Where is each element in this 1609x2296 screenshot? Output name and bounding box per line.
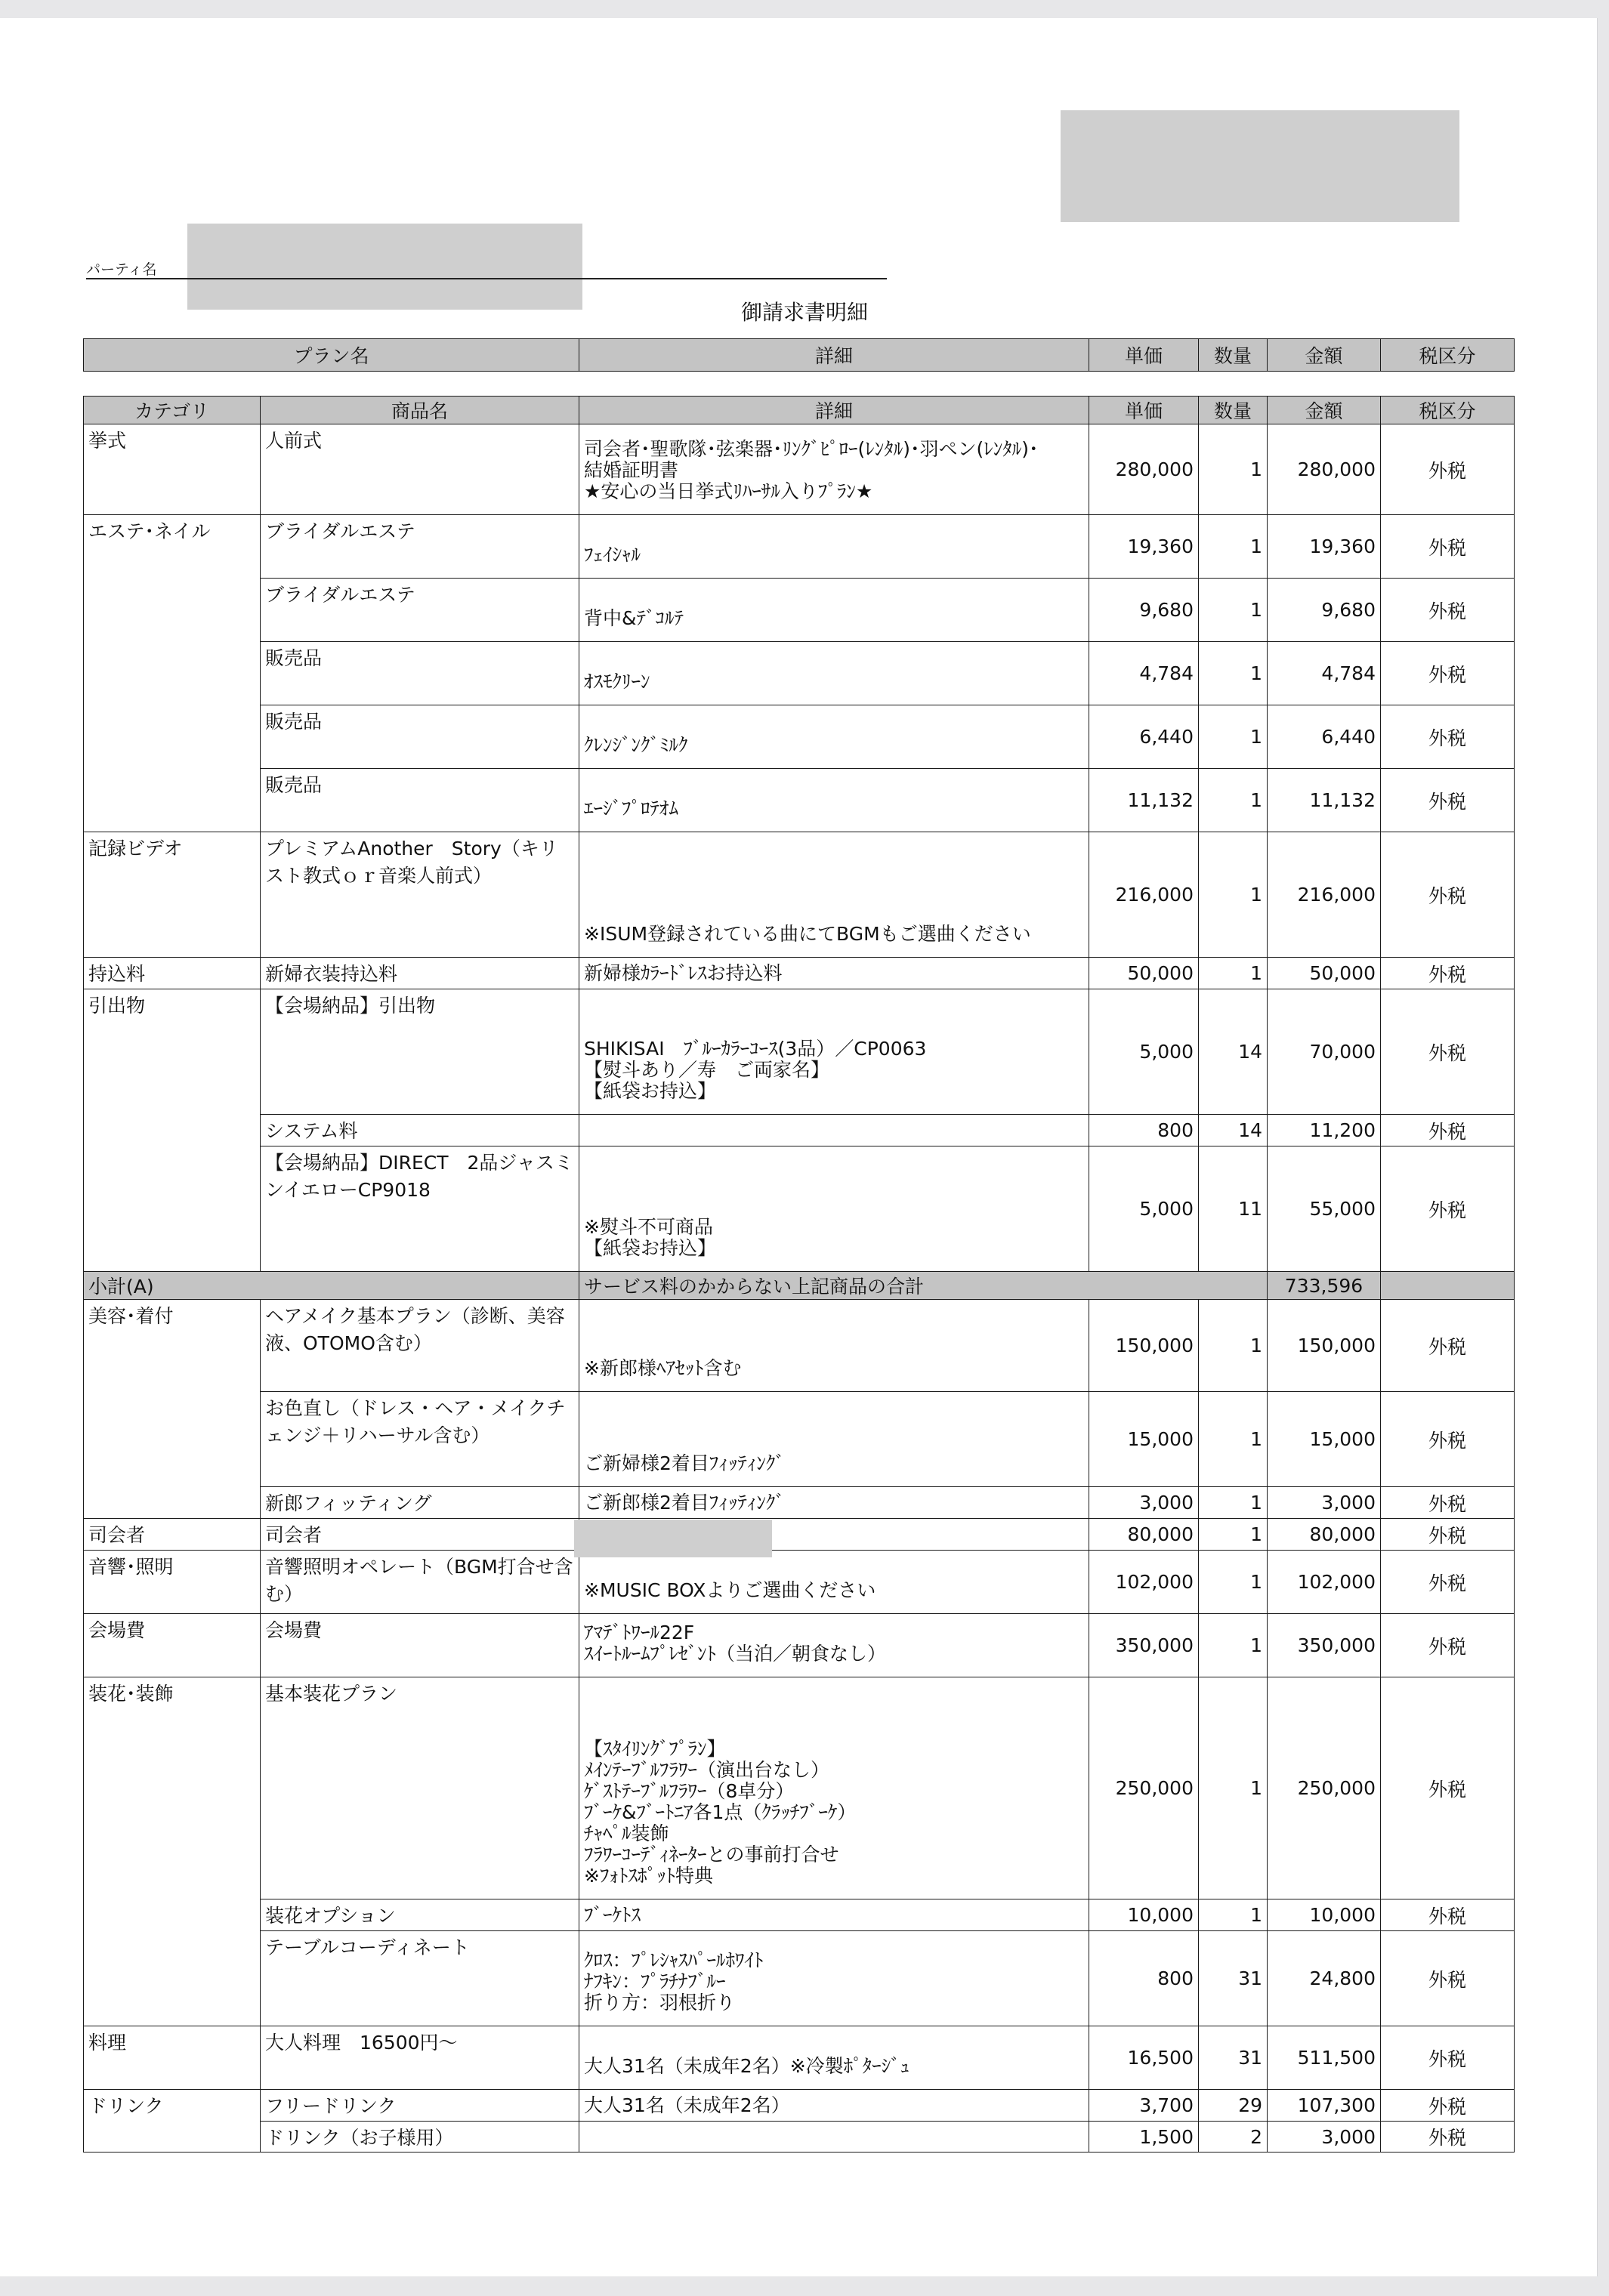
table-row [84, 2026, 1515, 2090]
amount-cell: 280,000 [1268, 424, 1381, 515]
amount-cell: 4,784 [1268, 642, 1381, 705]
party-name-underline [86, 278, 887, 279]
quantity-cell: 2 [1199, 2122, 1268, 2152]
detail-line: ﾌﾞｰｹﾄｽ [584, 1903, 641, 1926]
quantity-cell: 1 [1199, 958, 1268, 989]
tax-type-cell: 外税 [1381, 958, 1515, 989]
detail-line: ﾌﾞｰｹ&ﾌﾞｰﾄﾆｱ各1点（ｸﾗｯﾁﾌﾞｰｹ） [584, 1801, 857, 1823]
item-name-cell: ブライダルエステ [261, 579, 579, 642]
item-name-cell: 人前式 [261, 424, 579, 515]
tax-type-cell: 外税 [1381, 1614, 1515, 1677]
category-cell [84, 1115, 261, 1146]
table-row [84, 579, 1515, 642]
amount-cell: 50,000 [1268, 958, 1381, 989]
item-name-cell: 販売品 [261, 705, 579, 769]
category-cell: 会場費 [84, 1614, 261, 1677]
unit-price-cell: 11,132 [1089, 769, 1199, 832]
unit-price-cell: 10,000 [1089, 1899, 1199, 1931]
category-cell: 音響･照明 [84, 1551, 261, 1614]
table-row [84, 515, 1515, 579]
quantity-cell: 1 [1199, 1551, 1268, 1614]
subtotal-amount: 733,596 [1268, 1272, 1381, 1300]
quantity-cell: 1 [1199, 1300, 1268, 1392]
detail-line: 【紙袋お持込】 [584, 1237, 717, 1259]
amount-cell: 55,000 [1268, 1146, 1381, 1272]
amount-cell: 216,000 [1268, 832, 1381, 958]
unit-price-cell: 3,000 [1089, 1487, 1199, 1519]
col-header-price: 単価 [1089, 397, 1199, 424]
redacted-mc-name [574, 1520, 772, 1557]
detail-line: 新婦様ｶﾗｰﾄﾞﾚｽお持込料 [584, 961, 783, 984]
subtotal-spacer [261, 1272, 579, 1300]
table-row [84, 1899, 1515, 1931]
subtotal-label: 小計(A) [84, 1272, 261, 1300]
category-cell: 引出物 [84, 989, 261, 1115]
tax-type-cell: 外税 [1381, 1300, 1515, 1392]
amount-cell: 3,000 [1268, 1487, 1381, 1519]
tax-type-cell: 外税 [1381, 705, 1515, 769]
detail-cell [579, 1931, 1089, 2026]
detail-cell [579, 1392, 1089, 1487]
amount-cell: 3,000 [1268, 2122, 1381, 2152]
table-row [84, 705, 1515, 769]
col-header-item: 商品名 [261, 397, 579, 424]
tax-type-cell: 外税 [1381, 424, 1515, 515]
quantity-cell: 1 [1199, 424, 1268, 515]
table-row [84, 1115, 1515, 1146]
detail-line: 【紙袋お持込】 [584, 1080, 717, 1102]
rows-before-subtotal [84, 424, 1515, 1272]
quantity-cell: 1 [1199, 1487, 1268, 1519]
detail-cell [579, 1115, 1089, 1146]
plan-header-name: プラン名 [84, 339, 579, 372]
tax-type-cell: 外税 [1381, 1551, 1515, 1614]
item-name-cell: ブライダルエステ [261, 515, 579, 579]
detail-line: ご新婦様2着目ﾌｨｯﾃｨﾝｸﾞ [584, 1452, 785, 1474]
detail-line: ご新郎様2着目ﾌｨｯﾃｨﾝｸﾞ [584, 1491, 785, 1514]
quantity-cell: 29 [1199, 2090, 1268, 2122]
quantity-cell: 1 [1199, 1392, 1268, 1487]
detail-line: ★安心の当日挙式ﾘﾊｰｻﾙ入りﾌﾟﾗﾝ★ [584, 480, 873, 502]
tax-type-cell: 外税 [1381, 579, 1515, 642]
detail-line: ﾅﾌｷﾝ：ﾌﾟﾗﾁﾅﾌﾞﾙｰ [584, 1970, 726, 1992]
category-cell [84, 642, 261, 705]
tax-type-cell: 外税 [1381, 769, 1515, 832]
tax-type-cell: 外税 [1381, 832, 1515, 958]
detail-line: ﾒｲﾝﾃｰﾌﾞﾙﾌﾗﾜｰ（演出台なし） [584, 1759, 830, 1781]
detail-line: ｸﾛｽ：ﾌﾟﾚｼｬｽﾊﾟｰﾙﾎﾜｲﾄ [584, 1949, 764, 1971]
unit-price-cell: 350,000 [1089, 1614, 1199, 1677]
item-name-cell: 装花オプション [261, 1899, 579, 1931]
plan-header-qty: 数量 [1199, 339, 1268, 372]
tax-type-cell: 外税 [1381, 642, 1515, 705]
table-row [84, 2090, 1515, 2122]
subtotal-spacer [1381, 1272, 1515, 1300]
detail-cell [579, 1487, 1089, 1519]
amount-cell: 10,000 [1268, 1899, 1381, 1931]
tax-type-cell: 外税 [1381, 2026, 1515, 2090]
unit-price-cell: 150,000 [1089, 1300, 1199, 1392]
detail-line: SHIKISAI ﾌﾞﾙｰｶﾗｰｺｰｽ(3品）／CP0063 [584, 1038, 927, 1060]
category-cell: 持込料 [84, 958, 261, 989]
detail-cell [579, 769, 1089, 832]
item-name-cell: 新郎フィッティング [261, 1487, 579, 1519]
category-cell [84, 2122, 261, 2152]
item-name-cell: テーブルコーディネート [261, 1931, 579, 2026]
item-name-cell: フリードリンク [261, 2090, 579, 2122]
detail-cell [579, 1677, 1089, 1899]
category-cell: 料理 [84, 2026, 261, 2090]
item-name-cell: ドリンク（お子様用） [261, 2122, 579, 2152]
unit-price-cell: 80,000 [1089, 1519, 1199, 1551]
unit-price-cell: 3,700 [1089, 2090, 1199, 2122]
detail-line: 司会者･聖歌隊･弦楽器･ﾘﾝｸﾞﾋﾟﾛｰ(ﾚﾝﾀﾙ)･羽ペン(ﾚﾝﾀﾙ)･ [584, 438, 1039, 460]
category-cell: 挙式 [84, 424, 261, 515]
category-cell: 装花･装飾 [84, 1677, 261, 1899]
category-cell: 美容･着付 [84, 1300, 261, 1392]
table-row [84, 1614, 1515, 1677]
detail-line: ※MUSIC BOXよりご選曲ください [584, 1579, 876, 1601]
tax-type-cell: 外税 [1381, 1931, 1515, 2026]
category-cell [84, 1899, 261, 1931]
unit-price-cell: 6,440 [1089, 705, 1199, 769]
amount-cell: 11,200 [1268, 1115, 1381, 1146]
tax-type-cell: 外税 [1381, 2122, 1515, 2152]
item-name-cell: 新婦衣装持込料 [261, 958, 579, 989]
category-cell [84, 1487, 261, 1519]
unit-price-cell: 800 [1089, 1115, 1199, 1146]
plan-header-detail: 詳細 [579, 339, 1089, 372]
tax-type-cell: 外税 [1381, 2090, 1515, 2122]
detail-cell [579, 1899, 1089, 1931]
unit-price-cell: 1,500 [1089, 2122, 1199, 2152]
quantity-cell: 31 [1199, 1931, 1268, 2026]
quantity-cell: 1 [1199, 769, 1268, 832]
amount-cell: 19,360 [1268, 515, 1381, 579]
table-row [84, 1931, 1515, 2026]
detail-line: ﾌﾗﾜｰｺｰﾃﾞｨﾈｰﾀｰとの事前打合せ [584, 1844, 839, 1866]
unit-price-cell: 16,500 [1089, 2026, 1199, 2090]
unit-price-cell: 280,000 [1089, 424, 1199, 515]
tax-type-cell: 外税 [1381, 1677, 1515, 1899]
category-cell [84, 705, 261, 769]
item-name-cell: プレミアムAnother Story（キリスト教式ｏｒ音楽人前式） [261, 832, 579, 958]
detail-cell [579, 579, 1089, 642]
amount-cell: 150,000 [1268, 1300, 1381, 1392]
detail-line: 背中&ﾃﾞｺﾙﾃ [584, 607, 684, 629]
category-cell: ドリンク [84, 2090, 261, 2122]
redacted-header-block [1061, 110, 1459, 222]
amount-cell: 511,500 [1268, 2026, 1381, 2090]
detail-line: ※ISUM登録されている曲にてBGMもご選曲ください [584, 923, 1031, 945]
item-name-cell: お色直し（ドレス・ヘア・メイクチェンジ＋リハーサル含む） [261, 1392, 579, 1487]
table-row [84, 769, 1515, 832]
category-cell [84, 769, 261, 832]
table-row [84, 1392, 1515, 1487]
unit-price-cell: 102,000 [1089, 1551, 1199, 1614]
detail-line: ｸﾚﾝｼﾞﾝｸﾞﾐﾙｸ [584, 734, 688, 756]
amount-cell: 250,000 [1268, 1677, 1381, 1899]
detail-line: 折り方：羽根折り [584, 1992, 736, 2014]
detail-line: 大人31名（未成年2名）※冷製ﾎﾟﾀｰｼﾞｭ [584, 2055, 910, 2077]
detail-line: ｴｰｼﾞﾌﾟﾛﾃｵﾑ [584, 798, 679, 819]
tax-type-cell: 外税 [1381, 1519, 1515, 1551]
amount-cell: 80,000 [1268, 1519, 1381, 1551]
detail-line: ※ﾌｫﾄｽﾎﾟｯﾄ特典 [584, 1865, 713, 1887]
unit-price-cell: 5,000 [1089, 1146, 1199, 1272]
table-row [84, 989, 1515, 1115]
unit-price-cell: 4,784 [1089, 642, 1199, 705]
document-title: 御請求書明細 [740, 300, 868, 325]
subtotal-spacer [1199, 1272, 1268, 1300]
col-header-category: カテゴリ [84, 397, 261, 424]
detail-cell [579, 958, 1089, 989]
quantity-cell: 1 [1199, 515, 1268, 579]
category-cell: 司会者 [84, 1519, 261, 1551]
detail-line: ｱﾏﾃﾞﾄﾜｰﾙ22F [584, 1622, 695, 1643]
unit-price-cell: 9,680 [1089, 579, 1199, 642]
detail-cell [579, 1551, 1089, 1614]
item-name-cell: 【会場納品】DIRECT 2品ジャスミンイエローCP9018 [261, 1146, 579, 1272]
table-row [84, 1677, 1515, 1899]
col-header-detail: 詳細 [579, 397, 1089, 424]
detail-line: ※新郎様ﾍｱｾｯﾄ含む [584, 1357, 742, 1379]
quantity-cell: 1 [1199, 579, 1268, 642]
quantity-cell: 1 [1199, 705, 1268, 769]
table-header-row [84, 397, 1515, 424]
tax-type-cell: 外税 [1381, 1392, 1515, 1487]
tax-type-cell: 外税 [1381, 1487, 1515, 1519]
unit-price-cell: 50,000 [1089, 958, 1199, 989]
table-row [84, 1551, 1515, 1614]
detail-cell [579, 832, 1089, 958]
detail-cell [579, 642, 1089, 705]
amount-cell: 6,440 [1268, 705, 1381, 769]
quantity-cell: 31 [1199, 2026, 1268, 2090]
detail-cell [579, 1614, 1089, 1677]
col-header-qty: 数量 [1199, 397, 1268, 424]
amount-cell: 11,132 [1268, 769, 1381, 832]
table-row [84, 424, 1515, 515]
item-name-cell: 販売品 [261, 642, 579, 705]
amount-cell: 102,000 [1268, 1551, 1381, 1614]
item-name-cell: ヘアメイク基本プラン（診断、美容液、OTOMO含む） [261, 1300, 579, 1392]
detail-cell [579, 1146, 1089, 1272]
detail-line: ｵｽﾓｸﾘｰﾝ [584, 671, 650, 693]
detail-line: ﾁｬﾍﾟﾙ装飾 [584, 1822, 669, 1844]
quantity-cell: 1 [1199, 1519, 1268, 1551]
table-row [84, 1487, 1515, 1519]
item-name-cell: 音響照明オペレート（BGM打合せ含む） [261, 1551, 579, 1614]
quantity-cell: 1 [1199, 1614, 1268, 1677]
detail-line: ※熨斗不可商品 [584, 1216, 713, 1238]
table-row [84, 2122, 1515, 2152]
tax-type-cell: 外税 [1381, 515, 1515, 579]
category-cell: 記録ビデオ [84, 832, 261, 958]
amount-cell: 15,000 [1268, 1392, 1381, 1487]
col-header-tax: 税区分 [1381, 397, 1515, 424]
invoice-detail-table [83, 396, 1515, 2152]
table-row [84, 958, 1515, 989]
party-name-label: パーティ名 [86, 261, 157, 278]
tax-type-cell: 外税 [1381, 1899, 1515, 1931]
plan-header-price: 単価 [1089, 339, 1199, 372]
unit-price-cell: 216,000 [1089, 832, 1199, 958]
amount-cell: 350,000 [1268, 1614, 1381, 1677]
tax-type-cell: 外税 [1381, 989, 1515, 1115]
item-name-cell: 基本装花プラン [261, 1677, 579, 1899]
subtotal-row [84, 1272, 1515, 1300]
quantity-cell: 1 [1199, 642, 1268, 705]
category-cell [84, 1392, 261, 1487]
table-row [84, 832, 1515, 958]
detail-cell [579, 1300, 1089, 1392]
quantity-cell: 1 [1199, 832, 1268, 958]
item-name-cell: システム料 [261, 1115, 579, 1146]
tax-type-cell: 外税 [1381, 1146, 1515, 1272]
detail-line: 大人31名（未成年2名） [584, 2094, 790, 2116]
subtotal-note: サービス料のかからない上記商品の合計 [579, 1272, 1089, 1300]
item-name-cell: 大人料理 16500円～ [261, 2026, 579, 2090]
item-name-cell: 司会者 [261, 1519, 579, 1551]
amount-cell: 107,300 [1268, 2090, 1381, 2122]
detail-cell [579, 2026, 1089, 2090]
detail-line: ｹﾞｽﾄﾃｰﾌﾞﾙﾌﾗﾜｰ（8卓分） [584, 1780, 795, 1802]
rows-after-subtotal [84, 1300, 1515, 2152]
detail-cell [579, 515, 1089, 579]
category-cell [84, 579, 261, 642]
table-row [84, 1519, 1515, 1551]
detail-line: ｽｲｰﾄﾙｰﾑﾌﾟﾚｾﾞﾝﾄ（当泊／朝食なし） [584, 1643, 887, 1665]
unit-price-cell: 250,000 [1089, 1677, 1199, 1899]
detail-cell [579, 424, 1089, 515]
quantity-cell: 1 [1199, 1677, 1268, 1899]
detail-cell [579, 989, 1089, 1115]
amount-cell: 9,680 [1268, 579, 1381, 642]
category-cell: エステ･ネイル [84, 515, 261, 579]
unit-price-cell: 800 [1089, 1931, 1199, 2026]
table-row [84, 642, 1515, 705]
plan-header-tax: 税区分 [1381, 339, 1515, 372]
detail-cell [579, 705, 1089, 769]
plan-header-amount: 金額 [1268, 339, 1381, 372]
item-name-cell: 会場費 [261, 1614, 579, 1677]
category-cell [84, 1931, 261, 2026]
category-cell [84, 1146, 261, 1272]
quantity-cell: 1 [1199, 1899, 1268, 1931]
subtotal-spacer [1089, 1272, 1199, 1300]
table-row [84, 1300, 1515, 1392]
quantity-cell: 14 [1199, 1115, 1268, 1146]
detail-cell [579, 2090, 1089, 2122]
unit-price-cell: 5,000 [1089, 989, 1199, 1115]
detail-line: 【ｽﾀｲﾘﾝｸﾞﾌﾟﾗﾝ】 [584, 1738, 726, 1760]
item-name-cell: 販売品 [261, 769, 579, 832]
col-header-amount: 金額 [1268, 397, 1381, 424]
detail-cell [579, 2122, 1089, 2152]
tax-type-cell: 外税 [1381, 1115, 1515, 1146]
table-row [84, 1146, 1515, 1272]
quantity-cell: 11 [1199, 1146, 1268, 1272]
item-name-cell: 【会場納品】引出物 [261, 989, 579, 1115]
unit-price-cell: 19,360 [1089, 515, 1199, 579]
quantity-cell: 14 [1199, 989, 1268, 1115]
amount-cell: 24,800 [1268, 1931, 1381, 2026]
detail-line: 【熨斗あり／寿 ご両家名】 [584, 1059, 830, 1081]
unit-price-cell: 15,000 [1089, 1392, 1199, 1487]
detail-line: ﾌｪｲｼｬﾙ [584, 544, 641, 566]
detail-line: 結婚証明書 [584, 459, 679, 481]
plan-header-table [83, 338, 1515, 372]
amount-cell: 70,000 [1268, 989, 1381, 1115]
